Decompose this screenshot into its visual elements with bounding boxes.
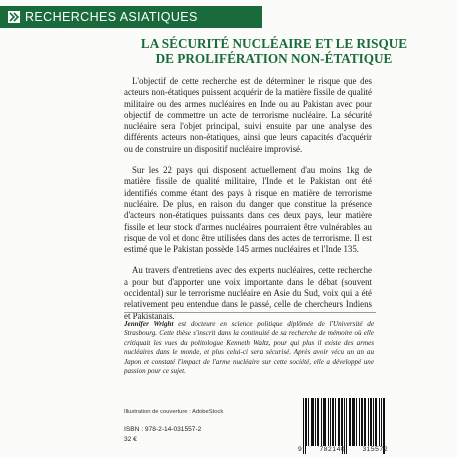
barcode-bar — [381, 398, 382, 446]
barcode-bar — [306, 398, 307, 446]
barcode-bar — [359, 398, 360, 446]
divider — [124, 312, 376, 313]
abstract-paragraph: Au travers d'entretiens avec des experts nucléaires, cette recherche a pour but d'apporter une voix importante dans le débat (souvent occidental) sur le terrorisme nucléaire en Asie du Sud, voix qui a été relativement peu entendue dans le passé, celle de chercheurs Indiens et Pakistanais. — [124, 265, 372, 321]
barcode-bar — [321, 398, 322, 446]
barcode-bar — [376, 398, 377, 446]
barcode-bar — [325, 398, 326, 446]
barcode-bar — [333, 398, 334, 446]
barcode-bar — [379, 398, 380, 446]
barcode-bar — [371, 398, 372, 446]
barcode-digits — [298, 446, 388, 453]
barcode-bar — [317, 398, 318, 446]
barcode-bar — [341, 398, 342, 446]
barcode-bar — [338, 398, 339, 446]
barcode-bar — [373, 398, 374, 446]
barcode-bar — [335, 398, 336, 446]
barcode-bar — [364, 398, 365, 446]
publisher-logo-icon — [8, 11, 20, 23]
barcode-bar — [368, 398, 369, 446]
barcode-bar — [361, 398, 362, 446]
barcode-bar — [313, 398, 314, 446]
price: 32 € — [124, 436, 137, 443]
barcode-bar — [315, 398, 316, 446]
barcode-bar — [362, 398, 363, 446]
title-line-1: LA SÉCURITÉ NUCLÉAIRE ET LE RISQUE — [140, 36, 408, 51]
series-banner — [0, 6, 262, 28]
abstract-paragraph: Sur les 22 pays qui disposent actuellement d'au moins 1kg de matière fissile de qualité militaire, l'Inde et le Pakistan ont été identifiés comme étant des pays à risque en matière de terrorisme nucléaire. De plus, en raison du danger que constitue la présence d'acteurs non-étatiques puissants dans ces deux pays, leur matière fissile et leur stock d'armes nucléaires pourraient être vulnérables au risque de vol et donc être utilisées dans des actes de terrorisme. Il est estimé que le Pakistan possède 145 armes nucléaires et l'Inde 135. — [124, 165, 372, 255]
author-name: Jennifer Wright — [124, 320, 174, 328]
barcode-bar — [330, 398, 331, 446]
barcode-bar — [352, 398, 353, 446]
isbn: ISBN : 978-2-14-031557-2 — [124, 426, 202, 433]
barcode-bar — [308, 398, 309, 446]
barcode-bar — [375, 398, 376, 446]
abstract — [124, 76, 372, 332]
barcode-digit-group: 9 — [298, 446, 303, 453]
barcode-bar — [328, 398, 329, 446]
barcode-digit-group: 782140 — [319, 446, 346, 453]
barcode-bar — [354, 398, 355, 446]
barcode-bar — [311, 398, 312, 446]
barcode-bar — [365, 398, 366, 446]
author-bio-text: est docteure en science politique diplômée de l'Université de Strasbourg. Cette thèse s'inscrit dans la continuité de sa recherche de mémoire où elle critiquait les vues du politologue Kenneth Waltz, pour qui plus il existe des armes nucléaires dans le monde, et plus celui-ci sera sécurisé. Après avoir vécu un an au Japon et constaté l'impact de l'arme nucléaire sur cette société, elle a développé une passion pour ce sujet. — [124, 320, 374, 376]
barcode-bar — [349, 398, 350, 446]
barcode-bar — [324, 398, 325, 446]
barcode-bar — [323, 398, 324, 446]
title-line-2: DE PROLIFÉRATION NON-ÉTATIQUE — [155, 51, 393, 66]
barcode-bar — [312, 398, 313, 446]
barcode-bar — [370, 398, 371, 446]
barcode-bar — [339, 398, 340, 446]
illustration-credit: Illustration de couverture : AdobeStock — [124, 409, 224, 415]
barcode-digit-group: 315572 — [362, 446, 388, 453]
barcode-bar — [318, 398, 319, 446]
series-name: RECHERCHES ASIATIQUES — [25, 10, 198, 24]
abstract-paragraph: L'objectif de cette recherche est de déterminer le risque que des acteurs non-étatiques puissent acquérir de la matière fissile de qualité militaire ou des armes nucléaires en Inde ou au Pakistan avec pour objectif de commettre un acte de terrorisme nucléaire. La sécurité nucléaire sera l'objet principal, suivi ensuite par une analyse des différents acteurs non-étatiques, ainsi que leurs capacités d'acquérir ou de construire un dispositif nucléaire improvisé. — [124, 76, 372, 154]
barcode-bar — [350, 398, 351, 446]
barcode-bar — [353, 398, 354, 446]
book-title — [124, 36, 424, 66]
author-bio — [124, 320, 374, 376]
barcode-bar — [332, 398, 333, 446]
barcode-bar — [356, 398, 357, 446]
